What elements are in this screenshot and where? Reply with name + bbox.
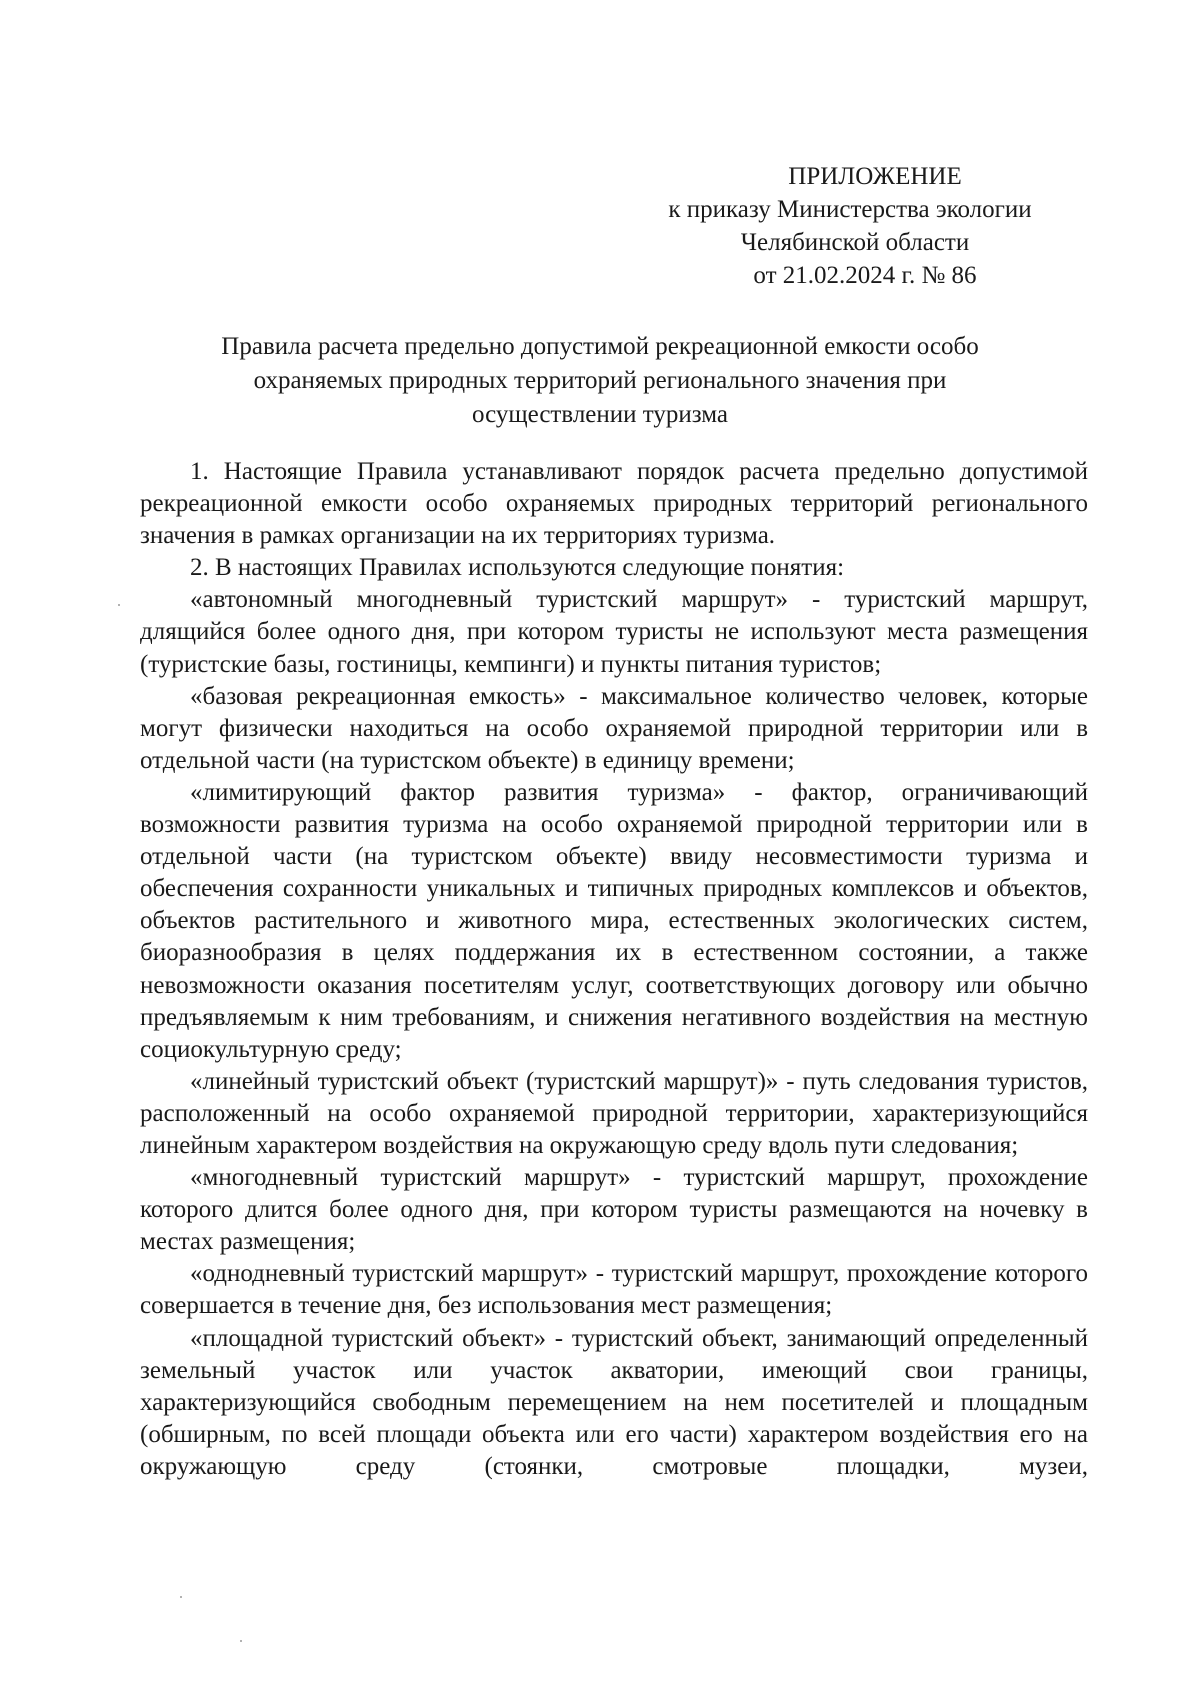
definition-linear-object: «линейный туристский объект (туристский маршрут)» - путь следования туристов, расположенный на особо охраняемой природной территории, характеризующийся линейным характером воздействия на окружающую среду вдоль пути следования;: [140, 1067, 1088, 1159]
definition-autonomous-route: «автономный многодневный туристский маршрут» - туристский маршрут, длящийся более одного дня, при котором туристы не используют места размещения (туристские базы, гостиницы, кемпинги) и пункты питания туристов;: [140, 586, 1088, 678]
title-line-2: охраняемых природных территорий регионального значения при: [253, 367, 947, 394]
scan-speck: [180, 1596, 182, 1598]
appendix-date-line: от 21.02.2024 г. № 86: [753, 262, 977, 289]
appendix-region-line: Челябинской области: [740, 229, 970, 256]
paragraph-1: 1. Настоящие Правила устанавливают порядок расчета предельно допустимой рекреационной емкости особо охраняемых природных территорий регионального значения в рамках организации на их территориях туризма.: [140, 458, 1088, 550]
definition-base-capacity: «базовая рекреационная емкость» - максимальное количество человек, которые могут физически находиться на особо охраняемой природной территории или в отдельной части (на туристском объекте) в единицу времени;: [140, 682, 1088, 774]
definition-area-object: «площадной туристский объект» - туристский объект, занимающий определенный земельный участок или участок акватории, имеющий свои границы, характеризующийся свободным перемещением на нем посетителей и площадным (обширным, по всей площади объекта или его части) характером воздействия его на окружающую среду (стоянки, смотровые площадки, музеи,: [140, 1324, 1088, 1480]
document-body: [140, 456, 1088, 1483]
scan-speck: [240, 1640, 242, 1642]
appendix-order-line: к приказу Министерства экологии: [668, 196, 1032, 223]
appendix-heading: ПРИЛОЖЕНИЕ: [788, 163, 962, 190]
title-line-1: Правила расчета предельно допустимой рекреационной емкости особо: [221, 333, 979, 360]
definition-limiting-factor: «лимитирующий фактор развития туризма» - фактор, ограничивающий возможности развития туризма на особо охраняемой природной территории или в отдельной части (на туристском объекте) ввиду несовместимости туризма и обеспечения сохранности уникальных и типичных природных комплексов и объектов, объектов растительного и животного мира, естественных экологических систем, биоразнообразия в целях поддержания их в естественном состоянии, а также невозможности оказания посетителям услуг, соответствующих договору или обычно предъявляемым к ним требованиям, и снижения негативного воздействия на местную социокультурную среду;: [140, 778, 1088, 1063]
appendix-block: [640, 160, 1060, 292]
definition-multiday-route: «многодневный туристский маршрут» - туристский маршрут, прохождение которого длится более одного дня, при котором туристы размещаются на ночевку в местах размещения;: [140, 1164, 1088, 1256]
paragraph-2: 2. В настоящих Правилах используются следующие понятия:: [190, 554, 845, 582]
title-line-3: осуществлении туризма: [471, 401, 729, 428]
scan-speck: [118, 604, 120, 606]
document-title: [130, 330, 1070, 432]
definition-oneday-route: «однодневный туристский маршрут» - туристский маршрут, прохождение которого совершается в течение дня, без использования мест размещения;: [140, 1260, 1088, 1320]
